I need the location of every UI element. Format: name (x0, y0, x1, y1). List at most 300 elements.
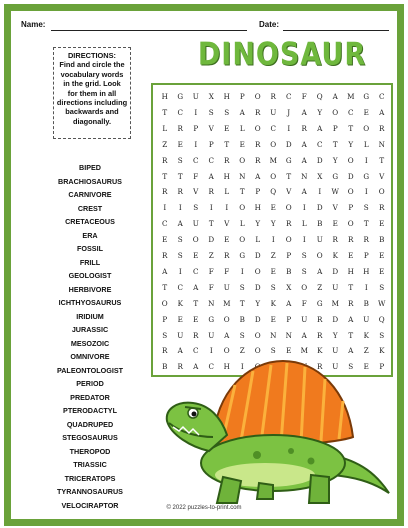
grid-letter[interactable]: R (193, 330, 199, 340)
grid-letter[interactable]: R (255, 107, 261, 117)
grid-letter[interactable]: B (286, 266, 292, 276)
grid-letter[interactable]: E (379, 251, 385, 260)
grid-letter[interactable]: V (379, 171, 385, 181)
grid-letter[interactable]: U (332, 346, 339, 356)
grid-letter[interactable]: Z (270, 251, 276, 260)
grid-letter[interactable]: Y (317, 107, 323, 117)
grid-letter[interactable]: C (177, 107, 183, 117)
grid-letter[interactable]: L (224, 187, 230, 197)
grid-letter[interactable]: C (162, 219, 168, 229)
grid-letter[interactable]: I (194, 107, 198, 117)
grid-letter[interactable]: E (348, 251, 354, 260)
grid-letter[interactable]: N (301, 171, 308, 181)
grid-letter[interactable]: Z (363, 346, 369, 356)
grid-letter[interactable]: Z (208, 251, 214, 260)
grid-letter[interactable]: H (254, 203, 261, 213)
grid-letter[interactable]: R (162, 187, 168, 197)
grid-letter[interactable]: O (161, 298, 168, 308)
grid-letter[interactable]: G (177, 92, 184, 101)
grid-letter[interactable]: D (332, 266, 339, 276)
grid-letter[interactable]: U (192, 219, 199, 229)
grid-letter[interactable]: P (363, 251, 369, 260)
grid-letter[interactable]: Q (270, 187, 277, 197)
grid-letter[interactable]: K (332, 251, 338, 260)
grid-letter[interactable]: O (223, 346, 230, 356)
grid-letter[interactable]: E (239, 139, 245, 149)
grid-letter[interactable]: E (177, 314, 183, 324)
grid-letter[interactable]: E (193, 251, 199, 260)
grid-letter[interactable]: D (254, 314, 261, 324)
grid-letter[interactable]: U (301, 314, 308, 324)
grid-letter[interactable]: S (177, 155, 183, 165)
grid-letter[interactable]: P (348, 203, 354, 213)
grid-letter[interactable]: U (223, 282, 230, 292)
grid-row (157, 279, 391, 296)
grid-letter[interactable]: R (208, 187, 214, 197)
grid-letter[interactable]: E (286, 346, 292, 356)
grid-letter[interactable]: T (348, 282, 354, 292)
grid-letter[interactable]: F (301, 298, 307, 308)
grid-letter[interactable]: Y (348, 139, 354, 149)
word-list-item: PERIOD (76, 379, 104, 388)
grid-letter[interactable]: K (177, 298, 183, 308)
grid-letter[interactable]: P (379, 362, 385, 372)
grid-letter[interactable]: T (239, 298, 245, 308)
grid-letter[interactable]: H (223, 92, 230, 101)
grid-letter[interactable]: E (177, 139, 183, 149)
grid-letter[interactable]: R (162, 155, 168, 165)
grid-letter[interactable]: A (332, 92, 338, 101)
grid-letter[interactable]: A (177, 346, 183, 356)
grid-letter[interactable]: O (254, 123, 261, 133)
grid-letter[interactable]: M (223, 298, 231, 308)
grid-letter[interactable]: I (209, 203, 213, 213)
grid-letter[interactable]: W (378, 298, 386, 308)
grid-letter[interactable]: O (347, 155, 354, 165)
grid-letter[interactable]: G (363, 92, 370, 101)
grid-letter[interactable]: R (348, 298, 354, 308)
grid-letter[interactable]: T (162, 171, 168, 181)
grid-letter[interactable]: U (177, 330, 184, 340)
grid-letter[interactable]: O (239, 235, 246, 245)
grid-letter[interactable]: S (177, 251, 183, 260)
directions-line: backwards and (65, 107, 119, 117)
grid-letter[interactable]: P (255, 187, 261, 197)
grid-letter[interactable]: U (332, 362, 339, 372)
grid-letter[interactable]: B (317, 219, 323, 229)
grid-letter[interactable]: I (271, 235, 275, 245)
directions-line: directions including (56, 98, 128, 108)
grid-letter[interactable]: O (285, 203, 292, 213)
name-field[interactable] (51, 30, 247, 31)
grid-letter[interactable]: R (317, 314, 323, 324)
grid-letter[interactable]: L (239, 123, 245, 133)
grid-letter[interactable]: S (193, 203, 199, 213)
grid-letter[interactable]: D (208, 235, 215, 245)
grid-letter[interactable]: E (363, 107, 369, 117)
grid-letter[interactable]: R (255, 139, 261, 149)
grid-letter[interactable]: S (208, 107, 214, 117)
page-title: DINOSAUR (197, 36, 367, 73)
grid-letter[interactable]: O (254, 346, 261, 356)
grid-letter[interactable]: E (270, 203, 276, 213)
grid-letter[interactable]: A (348, 314, 354, 324)
grid-letter[interactable]: H (223, 362, 230, 372)
grid-letter[interactable]: U (270, 107, 277, 117)
grid-letter[interactable]: O (316, 251, 323, 260)
grid-letter[interactable]: C (379, 92, 385, 101)
date-field[interactable] (283, 30, 389, 31)
grid-letter[interactable]: T (208, 219, 214, 229)
grid-letter[interactable]: D (316, 155, 323, 165)
grid-letter[interactable]: V (208, 123, 214, 133)
grid-letter[interactable]: O (239, 155, 246, 165)
grid-letter[interactable]: A (301, 187, 307, 197)
directions-line: DIRECTIONS: (67, 51, 117, 60)
grid-letter[interactable]: K (379, 346, 385, 356)
name-label: Name: (21, 20, 46, 29)
grid-letter[interactable]: C (193, 346, 199, 356)
grid-letter[interactable]: F (301, 92, 307, 101)
grid-letter[interactable]: R (379, 203, 385, 213)
grid-letter[interactable]: C (348, 107, 354, 117)
grid-letter[interactable]: R (255, 155, 261, 165)
grid-letter[interactable]: G (285, 155, 292, 165)
grid-letter[interactable]: T (363, 219, 369, 229)
grid-letter[interactable]: R (301, 123, 307, 133)
grid-letter[interactable]: C (270, 123, 276, 133)
grid-letter[interactable]: C (317, 139, 323, 149)
grid-row (157, 231, 391, 248)
copyright-footer: © 2022 puzzles-to-print.com (166, 505, 242, 511)
grid-letter[interactable]: O (254, 92, 261, 101)
grid-letter[interactable]: D (285, 139, 292, 149)
grid-letter[interactable]: G (332, 171, 339, 181)
grid-letter[interactable]: A (177, 219, 183, 229)
grid-letter[interactable]: R (177, 362, 183, 372)
grid-letter[interactable]: N (378, 139, 385, 149)
grid-letter[interactable]: C (193, 266, 199, 276)
grid-letter[interactable]: E (162, 235, 168, 245)
grid-row (157, 247, 391, 264)
grid-letter[interactable]: C (177, 282, 183, 292)
grid-letter[interactable]: K (317, 346, 323, 356)
grid-letter[interactable]: U (332, 282, 339, 292)
grid-letter[interactable]: B (379, 235, 385, 245)
grid-letter[interactable]: A (286, 298, 292, 308)
grid-letter[interactable]: A (301, 155, 307, 165)
grid-letter[interactable]: O (285, 235, 292, 245)
grid-letter[interactable]: I (163, 203, 167, 213)
grid-letter[interactable]: R (348, 235, 354, 245)
grid-letter[interactable]: I (240, 362, 244, 372)
grid-letter[interactable]: Z (239, 346, 245, 356)
word-list-item: ICHTHYOSAURUS (58, 298, 122, 307)
grid-letter[interactable]: N (239, 171, 246, 181)
grid-letter[interactable]: D (254, 251, 261, 260)
grid-letter[interactable]: R (224, 251, 230, 260)
grid-letter[interactable]: G (208, 314, 215, 324)
word-list-item: BRACHIOSAURUS (58, 176, 122, 186)
grid-letter[interactable]: E (224, 123, 230, 133)
grid-letter[interactable]: A (208, 171, 214, 181)
grid-letter[interactable]: G (239, 251, 246, 260)
grid-letter[interactable]: T (348, 330, 354, 340)
grid-letter[interactable]: R (379, 123, 385, 133)
grid-letter[interactable]: T (193, 298, 199, 308)
word-search-grid (151, 83, 393, 377)
grid-letter[interactable]: F (224, 266, 230, 276)
grid-letter[interactable]: I (318, 187, 322, 197)
grid-letter[interactable]: S (239, 282, 245, 292)
grid-letter[interactable]: O (301, 282, 308, 292)
grid-letter[interactable]: O (239, 203, 246, 213)
grid-letter[interactable]: H (347, 266, 354, 276)
grid-letter[interactable]: T (177, 171, 183, 181)
grid-letter[interactable]: R (317, 330, 323, 340)
grid-letter[interactable]: P (286, 314, 292, 324)
grid-letter[interactable]: D (332, 314, 339, 324)
grid-letter[interactable]: N (285, 330, 292, 340)
word-list-item: THEROPOD (69, 446, 111, 456)
grid-letter[interactable]: P (239, 92, 245, 101)
grid-letter[interactable]: R (332, 235, 338, 245)
grid-letter[interactable]: Q (316, 92, 323, 101)
grid-letter[interactable]: S (301, 251, 307, 260)
grid-letter[interactable]: S (162, 330, 168, 340)
grid-letter[interactable]: U (192, 92, 199, 101)
grid-letter[interactable]: Z (317, 282, 323, 292)
grid-letter[interactable]: F (193, 171, 199, 181)
grid-letter[interactable]: U (316, 235, 323, 245)
grid-letter[interactable]: E (193, 314, 199, 324)
grid-letter[interactable]: I (364, 155, 368, 165)
grid-letter[interactable]: A (193, 282, 199, 292)
worksheet-frame (4, 4, 404, 526)
grid-letter[interactable]: O (254, 266, 261, 276)
grid-letter[interactable]: S (270, 282, 276, 292)
grid-letter[interactable]: Z (162, 139, 168, 149)
grid-letter[interactable]: Q (378, 314, 385, 324)
grid-letter[interactable]: S (177, 235, 183, 245)
grid-letter[interactable]: I (302, 235, 306, 245)
grid-letter[interactable]: T (162, 107, 168, 117)
grid-letter[interactable]: P (193, 123, 199, 133)
grid-letter[interactable]: K (363, 330, 369, 340)
grid-letter[interactable]: D (316, 203, 323, 213)
grid-letter[interactable]: I (364, 187, 368, 197)
grid-letter[interactable]: A (317, 123, 323, 133)
word-list-item: JURASSIC (71, 325, 109, 334)
grid-letter[interactable]: E (379, 219, 385, 229)
grid-letter[interactable]: M (269, 155, 277, 165)
grid-letter[interactable]: A (379, 107, 385, 117)
word-list-item: OMNIVORE (70, 352, 110, 361)
grid-letter[interactable]: M (331, 298, 339, 308)
grid-letter[interactable]: V (332, 203, 338, 213)
grid-letter[interactable]: F (208, 266, 214, 276)
grid-letter[interactable]: V (224, 219, 230, 229)
grid-letter[interactable]: E (270, 314, 276, 324)
grid-letter[interactable]: I (209, 346, 213, 356)
grid-letter[interactable]: D (347, 171, 354, 181)
grid-letter[interactable]: I (364, 282, 368, 292)
grid-letter[interactable]: R (162, 251, 168, 260)
grid-letter[interactable]: Y (332, 155, 338, 165)
grid-letter[interactable]: I (240, 266, 244, 276)
grid-letter[interactable]: T (348, 123, 354, 133)
grid-letter[interactable]: B (239, 314, 245, 324)
grid-letter[interactable]: I (225, 203, 229, 213)
grid-letter[interactable]: V (193, 187, 199, 197)
word-list-item: ERA (82, 230, 98, 240)
grid-letter[interactable]: I (287, 123, 291, 133)
grid-letter[interactable]: Y (255, 219, 261, 229)
grid-letter[interactable]: P (162, 314, 168, 324)
grid-letter[interactable]: C (193, 155, 199, 165)
grid-letter[interactable]: T (286, 171, 292, 181)
grid-letter[interactable]: A (301, 330, 307, 340)
grid-letter[interactable]: A (301, 107, 307, 117)
grid-letter[interactable]: O (347, 219, 354, 229)
grid-letter[interactable]: D (254, 282, 261, 292)
grid-letter[interactable]: B (363, 298, 369, 308)
grid-letter[interactable]: P (208, 139, 214, 149)
word-list-item: PTERODACTYL (63, 406, 117, 415)
grid-letter[interactable]: X (208, 92, 214, 101)
grid-letter[interactable]: A (348, 346, 354, 356)
word-list-item: FOSSIL (77, 244, 103, 253)
grid-letter[interactable]: T (162, 282, 168, 292)
grid-letter[interactable]: S (270, 346, 276, 356)
grid-letter[interactable]: O (254, 330, 261, 340)
grid-letter[interactable]: T (332, 139, 338, 149)
grid-letter[interactable]: A (301, 139, 307, 149)
grid-letter[interactable]: U (363, 314, 370, 324)
word-list-item: MESOZOIC (70, 338, 110, 348)
grid-letter[interactable]: C (208, 155, 214, 165)
grid-letter[interactable]: X (286, 282, 292, 292)
directions-line: diagonally. (72, 116, 112, 126)
grid-row (157, 168, 391, 185)
grid-letter[interactable]: A (239, 107, 245, 117)
grid-letter[interactable]: P (332, 123, 338, 133)
grid-row (157, 311, 391, 328)
grid-letter[interactable]: E (379, 266, 385, 276)
word-list (31, 161, 149, 512)
grid-letter[interactable]: O (332, 107, 339, 117)
grid-letter[interactable]: E (363, 362, 369, 372)
grid-letter[interactable]: P (286, 251, 292, 260)
grid-letter[interactable]: O (378, 187, 385, 197)
grid-letter[interactable]: S (363, 203, 369, 213)
grid-letter[interactable]: L (301, 219, 307, 229)
grid-letter[interactable]: L (255, 235, 261, 245)
grid-letter[interactable]: Y (255, 298, 261, 308)
grid-letter[interactable]: M (347, 92, 355, 101)
grid-letter[interactable]: E (270, 266, 276, 276)
grid-letter[interactable]: B (162, 362, 168, 372)
grid-letter[interactable]: R (363, 235, 369, 245)
word-list-item: IRIDIUM (76, 311, 104, 321)
grid-letter[interactable]: K (270, 298, 276, 308)
grid-letter[interactable]: I (302, 203, 306, 213)
grid-letter[interactable]: L (363, 139, 369, 149)
grid-letter[interactable]: G (363, 171, 370, 181)
grid-letter[interactable]: V (286, 187, 292, 197)
grid-letter[interactable]: S (301, 266, 307, 276)
grid-letter[interactable]: A (224, 330, 230, 340)
grid-letter[interactable]: A (317, 266, 323, 276)
grid-letter[interactable]: C (208, 362, 214, 372)
grid-letter[interactable]: A (193, 362, 199, 372)
grid-letter[interactable]: A (162, 266, 168, 276)
grid-letter[interactable]: G (316, 298, 323, 308)
grid-letter[interactable]: R (224, 155, 230, 165)
grid-letter[interactable]: S (379, 282, 385, 292)
grid-letter[interactable]: O (192, 235, 199, 245)
grid-letter[interactable]: R (162, 346, 168, 356)
grid-letter[interactable]: W (331, 187, 339, 197)
grid-letter[interactable]: U (208, 330, 215, 340)
grid-letter[interactable]: I (178, 266, 182, 276)
grid-letter[interactable]: H (161, 92, 168, 101)
grid-letter[interactable]: F (208, 282, 214, 292)
grid-letter[interactable]: T (224, 139, 230, 149)
grid-letter[interactable]: X (317, 171, 323, 181)
grid-letter[interactable]: S (239, 330, 245, 340)
grid-letter[interactable]: S (224, 107, 230, 117)
grid-letter[interactable]: Y (270, 219, 276, 229)
grid-letter[interactable]: H (223, 171, 230, 181)
grid-letter[interactable]: R (286, 219, 292, 229)
grid-letter[interactable]: O (223, 314, 230, 324)
grid-letter[interactable]: I (178, 203, 182, 213)
grid-letter[interactable]: T (379, 155, 385, 165)
grid-letter[interactable]: H (363, 266, 370, 276)
grid-letter[interactable]: C (286, 92, 292, 101)
grid-letter[interactable]: L (239, 219, 245, 229)
grid-letter[interactable]: R (317, 362, 323, 372)
word-list-item: TRIASSIC (73, 460, 107, 469)
grid-letter[interactable]: O (270, 139, 277, 149)
word-list-item: CREST (77, 203, 103, 213)
grid-letter[interactable]: S (348, 362, 354, 372)
grid-row (157, 215, 391, 232)
grid-letter[interactable]: L (162, 123, 168, 133)
grid-letter[interactable]: O (270, 171, 277, 181)
grid-letter[interactable]: N (208, 298, 215, 308)
grid-letter[interactable]: R (177, 187, 183, 197)
grid-letter[interactable]: I (194, 139, 198, 149)
dimetrodon-dinosaur-icon (161, 351, 393, 511)
grid-letter[interactable]: R (270, 92, 276, 101)
grid-letter[interactable]: N (270, 330, 277, 340)
grid-letter[interactable]: E (224, 235, 230, 245)
grid-letter[interactable]: T (239, 187, 245, 197)
grid-letter[interactable]: J (287, 107, 291, 117)
grid-letter[interactable]: O (347, 187, 354, 197)
grid-letter[interactable]: O (363, 123, 370, 133)
grid-letter[interactable]: S (379, 330, 385, 340)
grid-letter[interactable]: E (332, 219, 338, 229)
grid-letter[interactable]: A (255, 171, 261, 181)
grid-letter[interactable]: Y (332, 330, 338, 340)
grid-letter[interactable]: M (300, 346, 308, 356)
word-list-item: BIPED (79, 163, 101, 172)
grid-letter[interactable]: R (177, 123, 183, 133)
directions-line: for them in all (67, 88, 117, 98)
